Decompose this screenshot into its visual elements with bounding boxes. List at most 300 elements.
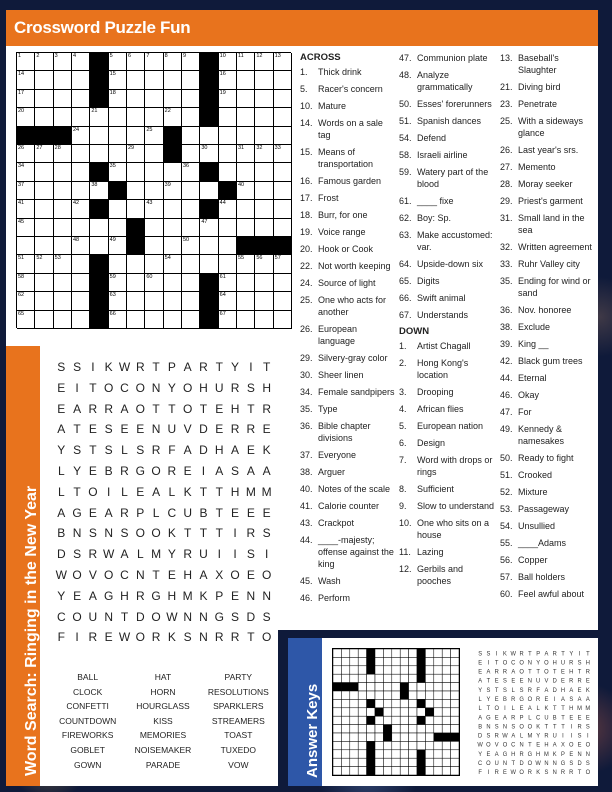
wordsearch-letter[interactable]: I [233,547,237,562]
crossword-cell[interactable] [274,127,292,145]
crossword-cell[interactable] [237,108,255,126]
wordsearch-letter[interactable]: W [103,547,115,562]
crossword-cell[interactable] [35,53,53,71]
crossword-cell[interactable] [145,108,163,126]
crossword-cell[interactable] [145,219,163,237]
crossword-cell[interactable] [54,237,72,255]
wordsearch-letter[interactable]: H [262,380,271,395]
crossword-cell[interactable] [109,255,127,273]
crossword-cell[interactable] [182,145,200,163]
crossword-cell[interactable] [90,145,108,163]
crossword-cell[interactable] [145,90,163,108]
crossword-cell[interactable] [182,292,200,310]
wordsearch-letter[interactable]: T [152,401,160,416]
wordsearch-letter[interactable]: A [120,401,129,416]
wordsearch-letter[interactable]: E [231,505,240,520]
wordsearch-letter[interactable]: Y [57,588,66,603]
wordsearch-letter[interactable]: T [89,443,97,458]
wordsearch-letter[interactable]: S [246,547,255,562]
wordsearch-letter[interactable]: T [215,526,223,541]
crossword-cell[interactable] [255,311,273,329]
crossword-cell[interactable] [255,90,273,108]
crossword-cell[interactable] [72,182,90,200]
crossword-cell[interactable] [17,182,35,200]
wordsearch-letter[interactable]: S [73,443,82,458]
crossword-cell[interactable] [145,292,163,310]
crossword-cell[interactable] [127,311,145,329]
wordsearch-letter[interactable]: S [104,443,113,458]
wordsearch-letter[interactable]: N [72,526,82,541]
crossword-cell[interactable] [237,90,255,108]
wordsearch-letter[interactable]: F [57,630,65,645]
wordsearch-letter[interactable]: S [231,463,240,478]
crossword-cell[interactable] [145,237,163,255]
crossword-cell[interactable] [35,219,53,237]
crossword-cell[interactable] [17,145,35,163]
wordsearch-letter[interactable]: S [231,609,240,624]
wordsearch-letter[interactable]: T [215,505,223,520]
wordsearch-letter[interactable]: F [168,443,176,458]
crossword-cell[interactable] [72,90,90,108]
crossword-cell[interactable] [90,219,108,237]
crossword-cell[interactable] [164,237,182,255]
crossword-cell[interactable] [109,219,127,237]
wordsearch-letter[interactable]: G [214,609,224,624]
wordsearch-letter[interactable]: B [199,505,208,520]
crossword-cell[interactable] [164,311,182,329]
crossword-cell[interactable] [182,200,200,218]
wordsearch-letter[interactable]: S [262,609,271,624]
crossword-cell[interactable] [255,255,273,273]
wordsearch-letter[interactable]: W [118,360,131,374]
crossword-cell[interactable] [127,53,145,71]
crossword-cell[interactable] [219,237,237,255]
wordsearch-letter[interactable]: W [118,630,131,645]
crossword-cell[interactable] [17,255,35,273]
crossword-cell[interactable] [35,237,53,255]
wordsearch-letter[interactable]: A [199,567,208,582]
wordsearch-letter[interactable]: D [246,609,256,624]
crossword-cell[interactable] [237,163,255,181]
crossword-cell[interactable] [90,108,108,126]
wordsearch-letter[interactable]: S [73,547,82,562]
crossword-cell[interactable] [17,274,35,292]
wordsearch-letter[interactable]: K [183,484,192,499]
wordsearch-letter[interactable]: Y [167,547,176,562]
wordsearch-letter[interactable]: P [167,360,176,374]
crossword-cell[interactable] [274,71,292,89]
crossword-cell[interactable] [237,53,255,71]
wordsearch-letter[interactable]: H [230,401,240,416]
crossword-cell[interactable] [35,274,53,292]
crossword-cell[interactable] [72,200,90,218]
crossword-cell[interactable] [17,219,35,237]
crossword-cell[interactable] [17,292,35,310]
wordsearch-letter[interactable]: A [57,505,66,520]
wordsearch-letter[interactable]: O [135,380,145,395]
wordsearch-letter[interactable]: K [104,360,113,374]
wordsearch-letter[interactable]: O [135,401,145,416]
wordsearch-letter[interactable]: O [135,630,145,645]
wordsearch-letter[interactable]: L [121,443,128,458]
wordsearch-letter[interactable]: A [88,588,97,603]
crossword-cell[interactable] [72,108,90,126]
wordsearch-letter[interactable]: T [215,360,223,374]
wordsearch-letter[interactable]: T [247,630,255,645]
wordsearch-letter[interactable]: V [88,567,97,582]
wordsearch-letter[interactable]: E [183,463,192,478]
crossword-cell[interactable] [72,127,90,145]
crossword-cell[interactable] [237,200,255,218]
wordsearch-letter[interactable]: E [246,443,255,458]
wordsearch-letter[interactable]: E [246,505,255,520]
wordsearch-letter[interactable]: T [184,526,192,541]
wordsearch-letter[interactable]: C [120,567,129,582]
wordsearch-letter[interactable]: I [264,547,269,562]
crossword-cell[interactable] [35,182,53,200]
wordsearch-letter[interactable]: R [214,630,224,645]
crossword-cell[interactable] [35,200,53,218]
wordsearch-letter[interactable]: G [104,588,114,603]
wordsearch-letter[interactable]: T [73,422,81,437]
crossword-cell[interactable] [17,163,35,181]
crossword-cell[interactable] [145,145,163,163]
wordsearch-letter[interactable]: N [262,588,271,603]
crossword-cell[interactable] [164,71,182,89]
crossword-cell[interactable] [164,182,182,200]
crossword-cell[interactable] [109,311,127,329]
crossword-cell[interactable] [54,182,72,200]
crossword-cell[interactable] [72,145,90,163]
wordsearch-letter[interactable]: R [230,380,240,395]
wordsearch-letter[interactable]: Y [167,380,176,395]
wordsearch-letter[interactable]: N [104,609,114,624]
crossword-cell[interactable] [109,274,127,292]
wordsearch-letter[interactable]: N [199,609,208,624]
wordsearch-letter[interactable]: E [262,505,271,520]
crossword-cell[interactable] [109,53,127,71]
wordsearch-letter[interactable]: N [151,422,161,437]
crossword-cell[interactable] [164,90,182,108]
wordsearch-letter[interactable]: R [120,505,129,520]
wordsearch-letter[interactable]: P [136,505,145,520]
wordsearch-letter[interactable]: R [151,443,161,458]
crossword-cell[interactable] [237,71,255,89]
wordsearch-letter[interactable]: S [88,526,97,541]
wordsearch-letter[interactable]: N [135,567,145,582]
crossword-cell[interactable] [72,71,90,89]
wordsearch-letter[interactable]: A [73,401,82,416]
crossword-cell[interactable] [145,127,163,145]
wordsearch-letter[interactable]: O [151,463,161,478]
crossword-cell[interactable] [35,292,53,310]
crossword-cell[interactable] [219,127,237,145]
wordsearch-letter[interactable]: G [151,588,161,603]
wordsearch-letter[interactable]: Y [73,463,82,478]
crossword-cell[interactable] [274,311,292,329]
crossword-cell[interactable] [127,71,145,89]
crossword-cell[interactable] [145,200,163,218]
crossword-cell[interactable] [200,219,218,237]
crossword-cell[interactable] [237,219,255,237]
crossword-cell[interactable] [35,145,53,163]
crossword-cell[interactable] [274,108,292,126]
crossword-cell[interactable] [182,219,200,237]
crossword-cell[interactable] [274,145,292,163]
crossword-cell[interactable] [145,255,163,273]
wordsearch-letter[interactable]: O [183,380,193,395]
wordsearch-letter[interactable]: G [135,463,145,478]
crossword-cell[interactable] [219,219,237,237]
crossword-cell[interactable] [54,292,72,310]
wordsearch-letter[interactable]: O [151,609,161,624]
wordsearch-letter[interactable]: E [136,422,145,437]
wordsearch-letter[interactable]: O [261,630,272,645]
crossword-cell[interactable] [145,71,163,89]
crossword-cell[interactable] [255,145,273,163]
wordsearch-letter[interactable]: A [57,422,66,437]
wordsearch-letter[interactable]: E [57,380,66,395]
wordsearch-letter[interactable]: N [199,630,208,645]
wordsearch-letter[interactable]: H [199,380,208,395]
wordsearch-letter[interactable]: B [57,526,66,541]
wordsearch-letter[interactable]: E [88,463,97,478]
wordsearch-letter[interactable]: R [262,401,271,416]
wordsearch-letter[interactable]: T [199,484,208,499]
crossword-cell[interactable] [255,127,273,145]
wordsearch-letter[interactable]: S [120,526,129,541]
crossword-cell[interactable] [109,145,127,163]
wordsearch-letter[interactable]: C [56,609,66,624]
crossword-cell[interactable] [200,237,218,255]
wordsearch-letter[interactable]: H [167,588,177,603]
wordsearch-letter[interactable]: G [72,505,82,520]
wordsearch-letter[interactable]: E [120,422,129,437]
wordsearch-letter[interactable]: R [246,526,256,541]
crossword-cell[interactable] [182,182,200,200]
wordsearch-letter[interactable]: M [151,547,162,562]
wordsearch-letter[interactable]: O [230,567,240,582]
crossword-cell[interactable] [219,108,237,126]
wordsearch-letter[interactable]: E [136,484,145,499]
crossword-cell[interactable] [219,255,237,273]
wordsearch-letter[interactable]: A [231,443,240,458]
crossword-cell[interactable] [255,71,273,89]
wordsearch-letter[interactable]: R [230,422,240,437]
wordsearch-letter[interactable]: I [91,360,95,374]
crossword-cell[interactable] [237,182,255,200]
wordsearch-letter[interactable]: H [214,443,224,458]
crossword-cell[interactable] [255,53,273,71]
crossword-cell[interactable] [127,292,145,310]
crossword-cell[interactable] [17,71,35,89]
crossword-cell[interactable] [72,292,90,310]
wordsearch-letter[interactable]: I [217,547,221,562]
crossword-cell[interactable] [127,163,145,181]
wordsearch-letter[interactable]: W [55,567,67,582]
wordsearch-letter[interactable]: L [57,484,65,499]
crossword-cell[interactable] [17,108,35,126]
wordsearch-letter[interactable]: E [73,588,82,603]
wordsearch-letter[interactable]: R [135,588,145,603]
wordsearch-letter[interactable]: P [215,588,224,603]
wordsearch-letter[interactable]: E [104,630,113,645]
crossword-cell[interactable] [219,71,237,89]
wordsearch-letter[interactable]: R [135,360,145,374]
crossword-cell[interactable] [109,71,127,89]
wordsearch-letter[interactable]: N [246,588,256,603]
wordsearch-letter[interactable]: Y [231,360,240,374]
crossword-grid[interactable] [16,52,291,328]
wordsearch-letter[interactable]: S [73,360,82,374]
wordsearch-letter[interactable]: N [183,609,192,624]
wordsearch-letter[interactable]: S [262,526,271,541]
wordsearch-letter[interactable]: L [121,484,128,499]
crossword-cell[interactable] [109,90,127,108]
crossword-cell[interactable] [255,292,273,310]
crossword-cell[interactable] [274,219,292,237]
wordsearch-letter[interactable]: R [230,630,240,645]
crossword-cell[interactable] [219,311,237,329]
wordsearch-letter[interactable]: I [107,484,111,499]
crossword-cell[interactable] [274,200,292,218]
crossword-cell[interactable] [274,255,292,273]
crossword-cell[interactable] [164,292,182,310]
crossword-cell[interactable] [35,108,53,126]
crossword-cell[interactable] [237,311,255,329]
wordsearch-letter[interactable]: R [151,630,161,645]
wordsearch-letter[interactable]: I [75,380,79,395]
wordsearch-letter[interactable]: M [182,588,193,603]
crossword-cell[interactable] [255,219,273,237]
crossword-cell[interactable] [219,53,237,71]
wordsearch-letter[interactable]: O [183,401,193,416]
wordsearch-letter[interactable]: V [183,422,192,437]
wordsearch-letter[interactable]: R [88,547,98,562]
crossword-cell[interactable] [35,71,53,89]
wordsearch-letter[interactable]: U [88,609,98,624]
crossword-cell[interactable] [164,108,182,126]
crossword-cell[interactable] [145,53,163,71]
crossword-cell[interactable] [17,311,35,329]
crossword-cell[interactable] [237,145,255,163]
crossword-cell[interactable] [237,292,255,310]
wordsearch-letter[interactable]: T [89,380,97,395]
crossword-cell[interactable] [109,163,127,181]
crossword-cell[interactable] [145,311,163,329]
wordsearch-grid[interactable] [54,360,274,651]
crossword-cell[interactable] [127,255,145,273]
crossword-cell[interactable] [54,145,72,163]
crossword-cell[interactable] [54,108,72,126]
crossword-cell[interactable] [90,237,108,255]
wordsearch-letter[interactable]: H [183,567,192,582]
wordsearch-letter[interactable]: T [168,401,176,416]
wordsearch-letter[interactable]: O [72,609,82,624]
crossword-cell[interactable] [219,292,237,310]
wordsearch-letter[interactable]: A [183,360,192,374]
wordsearch-letter[interactable]: E [231,588,240,603]
crossword-cell[interactable] [255,274,273,292]
crossword-cell[interactable] [255,200,273,218]
wordsearch-letter[interactable]: S [246,380,255,395]
crossword-cell[interactable] [182,274,200,292]
wordsearch-letter[interactable]: H [230,484,240,499]
crossword-cell[interactable] [127,182,145,200]
crossword-cell[interactable] [274,274,292,292]
wordsearch-letter[interactable]: U [214,380,224,395]
crossword-cell[interactable] [35,255,53,273]
crossword-cell[interactable] [127,145,145,163]
crossword-cell[interactable] [182,53,200,71]
wordsearch-letter[interactable]: N [104,526,114,541]
wordsearch-letter[interactable]: M [261,484,272,499]
wordsearch-letter[interactable]: A [120,547,129,562]
wordsearch-letter[interactable]: I [233,526,237,541]
crossword-cell[interactable] [274,53,292,71]
wordsearch-letter[interactable]: H [120,588,129,603]
crossword-cell[interactable] [72,237,90,255]
crossword-cell[interactable] [72,255,90,273]
crossword-cell[interactable] [54,163,72,181]
crossword-cell[interactable] [219,145,237,163]
crossword-cell[interactable] [127,127,145,145]
crossword-cell[interactable] [274,90,292,108]
crossword-cell[interactable] [237,255,255,273]
wordsearch-letter[interactable]: S [57,360,66,374]
wordsearch-letter[interactable]: W [166,609,178,624]
crossword-cell[interactable] [164,163,182,181]
wordsearch-letter[interactable]: T [152,360,160,374]
wordsearch-letter[interactable]: S [183,630,192,645]
crossword-cell[interactable] [35,90,53,108]
wordsearch-letter[interactable]: S [136,443,145,458]
wordsearch-letter[interactable]: R [246,422,256,437]
crossword-cell[interactable] [17,53,35,71]
wordsearch-letter[interactable]: E [88,422,97,437]
wordsearch-letter[interactable]: U [199,547,208,562]
crossword-cell[interactable] [182,163,200,181]
crossword-cell[interactable] [182,108,200,126]
crossword-cell[interactable] [274,163,292,181]
wordsearch-letter[interactable]: E [57,401,66,416]
crossword-cell[interactable] [72,219,90,237]
wordsearch-letter[interactable]: T [73,484,81,499]
crossword-cell[interactable] [237,127,255,145]
wordsearch-letter[interactable]: K [199,588,208,603]
crossword-cell[interactable] [109,108,127,126]
wordsearch-letter[interactable]: M [245,484,256,499]
wordsearch-letter[interactable]: K [167,526,176,541]
wordsearch-letter[interactable]: A [246,463,255,478]
crossword-cell[interactable] [237,274,255,292]
crossword-cell[interactable] [200,255,218,273]
crossword-cell[interactable] [164,274,182,292]
wordsearch-letter[interactable]: E [167,567,176,582]
wordsearch-letter[interactable]: O [72,567,82,582]
crossword-cell[interactable] [182,311,200,329]
crossword-cell[interactable] [109,127,127,145]
crossword-cell[interactable] [164,219,182,237]
wordsearch-letter[interactable]: E [215,401,224,416]
wordsearch-letter[interactable]: D [199,443,208,458]
crossword-cell[interactable] [164,255,182,273]
wordsearch-letter[interactable]: O [261,567,272,582]
crossword-cell[interactable] [17,90,35,108]
wordsearch-letter[interactable]: X [215,567,224,582]
wordsearch-letter[interactable]: I [249,360,253,374]
crossword-cell[interactable] [72,311,90,329]
